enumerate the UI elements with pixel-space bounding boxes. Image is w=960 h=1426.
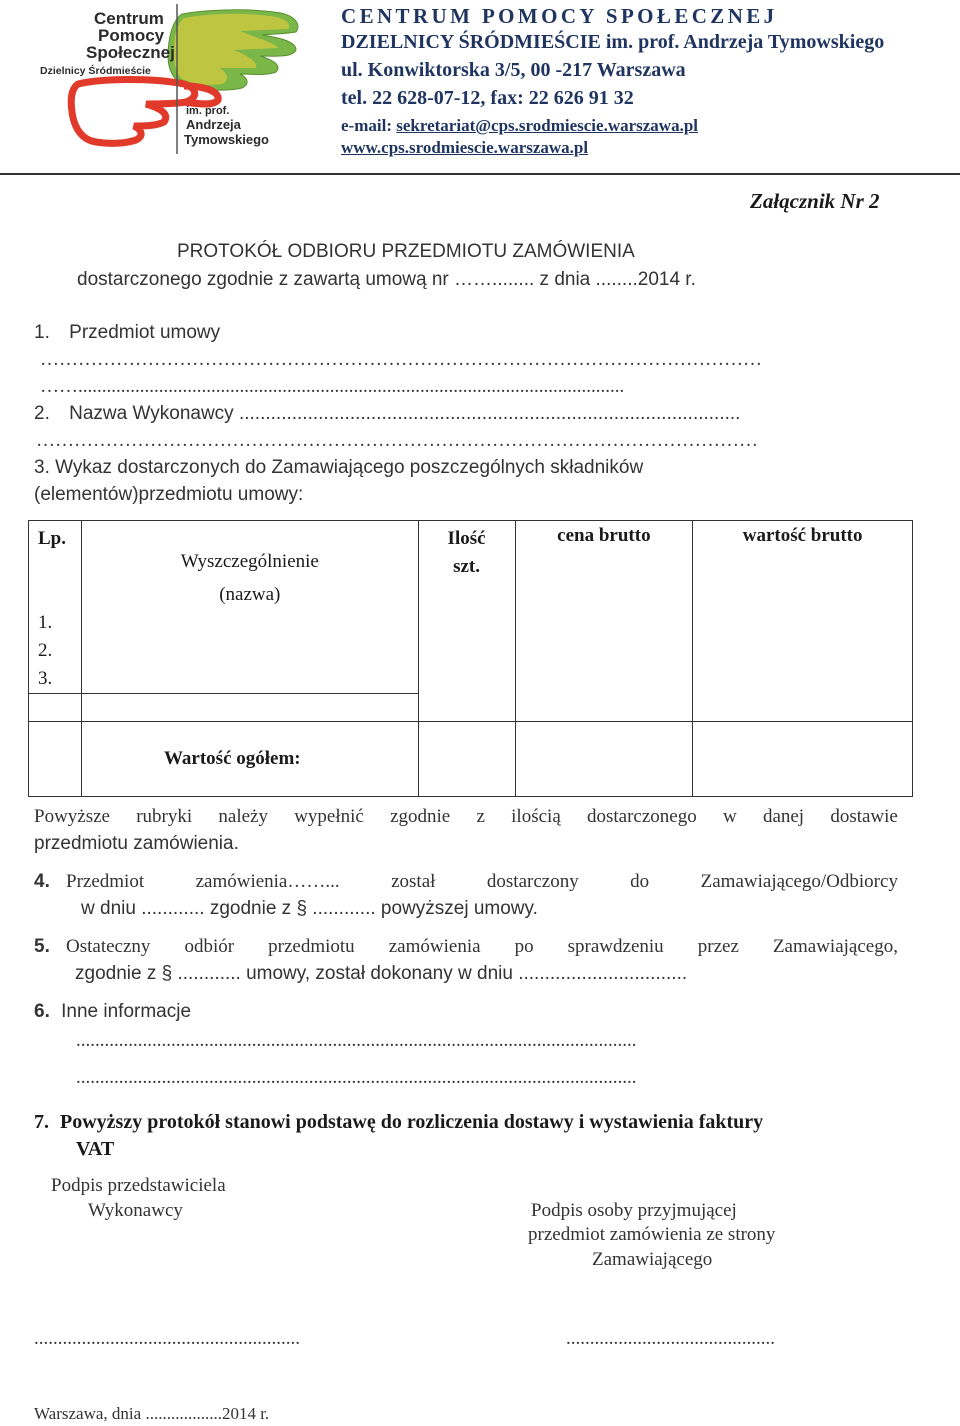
- name-column: [81, 521, 418, 694]
- section-4-line-1: [66, 871, 898, 893]
- organization-logo: [34, 4, 324, 164]
- footer-date: Warszawa, dnia ..................2014 r.: [34, 1404, 270, 1423]
- total-row-label-cell: [81, 722, 418, 797]
- table-note-word: należy: [218, 806, 268, 827]
- document-title: PROTOKÓŁ ODBIORU PRZEDMIOTU ZAMÓWIENIA: [177, 241, 635, 262]
- section-3-label-line-2: (elementów)przedmiotu umowy:: [34, 484, 304, 505]
- section-7-line-2: VAT: [76, 1138, 115, 1160]
- unit-price-header: cena brutto: [557, 525, 651, 546]
- table-note-word: zgodnie: [390, 806, 451, 827]
- row-number-2: 2.: [38, 640, 53, 661]
- section-6-dots-line-2: ......................................................................................................................: [76, 1067, 637, 1088]
- table-note-word: dostawie: [830, 806, 898, 827]
- section-5-word: przedmiotu: [268, 936, 355, 957]
- table-note-word: wypełnić: [294, 806, 364, 827]
- total-row-value-cell: [693, 722, 913, 797]
- signature-right-dots: ............................................: [566, 1328, 775, 1349]
- org-name: CENTRUM POMOCY SPOŁECZNEJ: [341, 4, 778, 28]
- signature-right-line-2: przedmiot zamówienia ze strony: [528, 1224, 776, 1245]
- section-6-heading: [34, 1001, 191, 1023]
- section-4-word: został: [391, 871, 436, 892]
- logo-text-andrzeja: Andrzeja: [186, 117, 241, 132]
- org-website-line: [341, 138, 588, 158]
- section-6-number: 6.: [34, 1001, 50, 1022]
- logo-text-prof: im. prof.: [186, 105, 230, 117]
- row-number-1: 1.: [38, 612, 53, 633]
- section-2-dots-line: ……………………………………………………………………………………………………: [36, 430, 758, 451]
- table-note-word: Powyższe: [34, 806, 110, 827]
- org-address: ul. Konwiktorska 3/5, 00 -217 Warszawa: [341, 59, 686, 81]
- logo-text-dzielnicy: Dzielnicy Śródmieście: [40, 65, 151, 77]
- qty-header-line-2: szt.: [453, 556, 480, 577]
- section-5-line-1: [66, 936, 898, 958]
- table-note-word: ilością: [511, 806, 561, 827]
- section-6-label: Inne informacje: [61, 1001, 192, 1022]
- signature-left-dots: ........................................................: [34, 1328, 300, 1349]
- header-divider: [0, 173, 960, 175]
- section-7-heading: [34, 1111, 763, 1134]
- lp-header: Lp.: [38, 528, 66, 549]
- section-4-word: dostarczony: [486, 871, 579, 892]
- section-5-word: odbiór: [184, 936, 235, 957]
- section-4-word: zamówienia……...: [195, 871, 340, 892]
- total-row-price-cell: [515, 722, 693, 797]
- section-1-dots-line-2: ……...................................................................................................................: [40, 376, 625, 397]
- section-5-line-2: zgodnie z § ............ umowy, został dokonany w dniu ................................: [75, 963, 688, 984]
- total-column: [693, 521, 913, 722]
- org-phone: tel. 22 628-07-12, fax: 22 626 91 32: [341, 87, 634, 109]
- section-4-number: 4.: [34, 871, 50, 892]
- section-1-number: 1.: [34, 322, 50, 343]
- total-row-lp-cell: [29, 722, 82, 797]
- section-1-heading: [34, 322, 220, 344]
- attachment-label: Załącznik Nr 2: [750, 189, 880, 213]
- lp-column: [29, 521, 82, 694]
- name-empty-cell: [81, 694, 418, 722]
- section-3-number: 3.: [34, 457, 50, 478]
- table-note-line-1: [34, 806, 898, 828]
- email-link[interactable]: sekretariat@cps.srodmiescie.warszawa.pl: [396, 116, 699, 135]
- section-1-dots-line-1: ……………………………………………………………………………………………………: [40, 349, 762, 370]
- signature-right-line-3: Zamawiającego: [592, 1249, 713, 1270]
- section-5-word: sprawdzeniu: [567, 936, 664, 957]
- section-2-number: 2.: [34, 403, 50, 424]
- section-5-word: Zamawiającego,: [772, 936, 898, 957]
- total-row-label: Wartość ogółem:: [163, 748, 301, 769]
- total-row-qty-cell: [418, 722, 515, 797]
- section-3-heading: [34, 457, 643, 479]
- table-note-word: w: [722, 806, 737, 827]
- table-note-word: danej: [762, 806, 805, 827]
- org-email-line: [341, 116, 698, 136]
- table-note-word: z: [476, 806, 485, 827]
- section-2-heading: [34, 403, 857, 425]
- section-5-word: Ostateczny: [66, 936, 151, 957]
- section-4-word: do: [630, 871, 650, 892]
- section-5-word: zamówienia: [388, 936, 481, 957]
- signature-left-line-2: Wykonawcy: [88, 1200, 183, 1221]
- section-4-word: Zamawiającego/Odbiorcy: [700, 871, 898, 892]
- section-1-label: Przedmiot umowy: [69, 322, 221, 343]
- email-label: e-mail:: [341, 116, 397, 135]
- unit-price-column: [515, 521, 693, 722]
- signature-right-line-1: Podpis osoby przyjmującej: [531, 1200, 737, 1221]
- table-note-line-2: przedmiotu zamówienia.: [34, 833, 239, 854]
- section-7-line-1: Powyższy protokół stanowi podstawę do rozliczenia dostawy i wystawienia faktury: [60, 1111, 764, 1133]
- lp-empty-cell: [29, 694, 82, 722]
- website-link[interactable]: www.cps.srodmiescie.warszawa.pl: [341, 138, 589, 157]
- logo-text-tymowskiego: Tymowskiego: [184, 132, 270, 147]
- name-header-line-1: Wyszczególnienie: [180, 551, 319, 572]
- name-header-line-2: (nazwa): [219, 584, 281, 605]
- table-note-word: rubryki: [136, 806, 193, 827]
- section-2-label: Nazwa Wykonawcy ...............................................................................................: [69, 403, 741, 424]
- document-subtitle: dostarczonego zgodnie z zawartą umową nr ……........ z dnia ........2014 r.: [77, 269, 696, 290]
- items-table: [28, 520, 913, 797]
- org-full-name: DZIELNICY ŚRÓDMIEŚCIE im. prof. Andrzeja Tymowskiego: [341, 31, 885, 53]
- section-5-number: 5.: [34, 936, 50, 957]
- section-4-word: Przedmiot: [66, 871, 145, 892]
- section-7-number: 7.: [34, 1111, 49, 1133]
- qty-column: [418, 521, 515, 722]
- total-header: wartość brutto: [742, 525, 863, 546]
- section-5-word: po: [514, 936, 534, 957]
- logo-text-pomocy: Pomocy: [98, 26, 165, 45]
- signature-left-line-1: Podpis przedstawiciela: [51, 1175, 226, 1196]
- qty-header-line-1: Ilość: [447, 528, 486, 549]
- section-5-word: przez: [697, 936, 739, 957]
- section-3-label-line-1: Wykaz dostarczonych do Zamawiającego poszczególnych składników: [55, 457, 644, 478]
- section-4-line-2: w dniu ............ zgodnie z § ............ powyższej umowy.: [81, 898, 538, 919]
- table-note-word: dostarczonego: [587, 806, 697, 827]
- section-6-dots-line-1: ......................................................................................................................: [76, 1030, 637, 1051]
- logo-text-spolecznej: Społecznej: [86, 43, 175, 62]
- logo-text-centrum: Centrum: [94, 9, 164, 28]
- row-number-3: 3.: [38, 668, 53, 689]
